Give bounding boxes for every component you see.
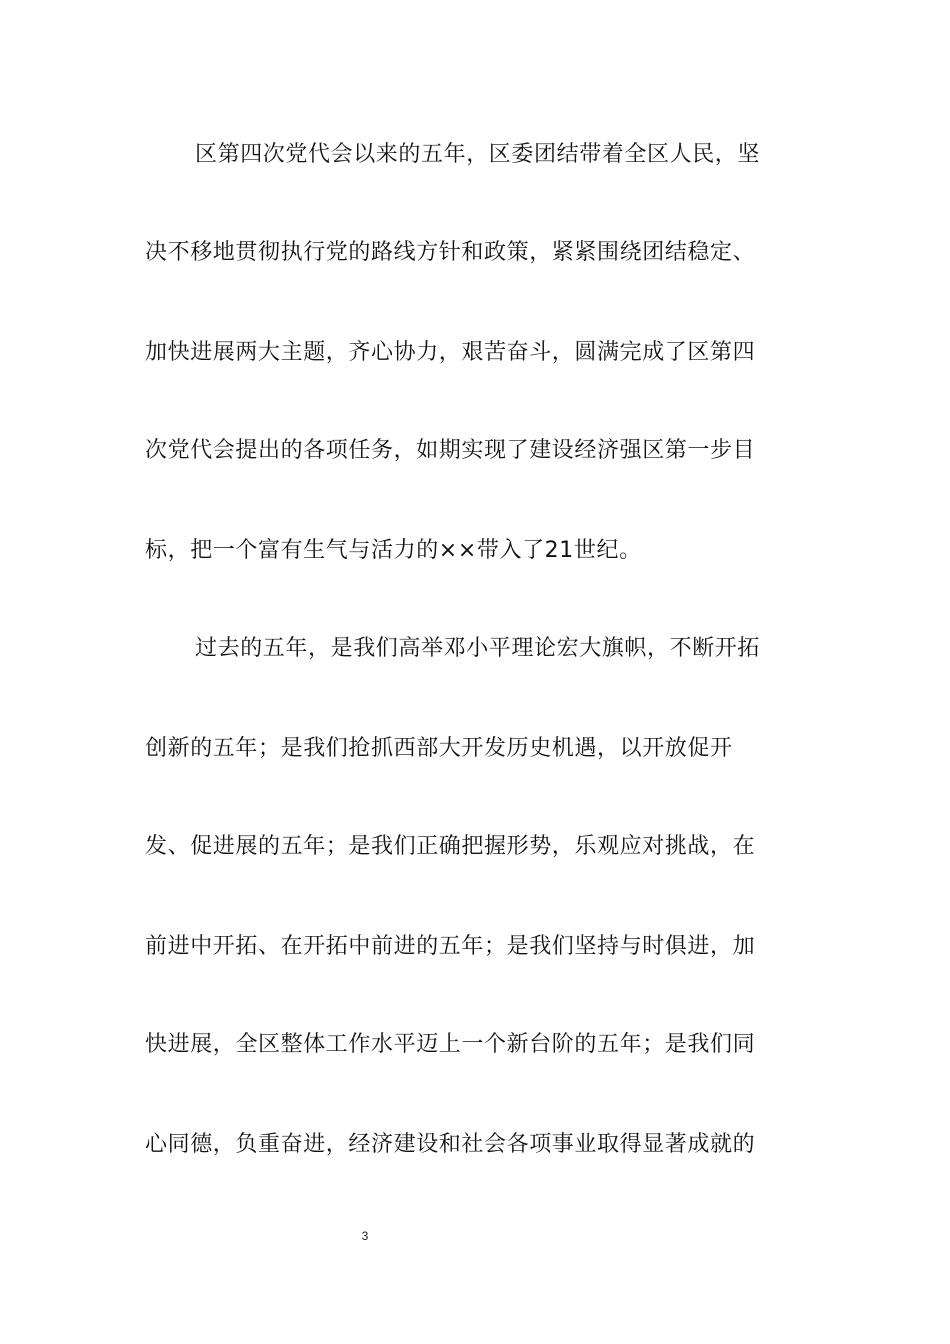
paragraph-2-line-6: 心同德，负重奋进，经济建设和社会各项事业取得显著成就的 — [145, 1132, 756, 1157]
paragraph-2-line-2: 创新的五年；是我们抢抓西部大开发历史机遇，以开放促开 — [145, 736, 733, 761]
paragraph-1-line-5: 标，把一个富有生气与活力的××带入了21世纪。 — [145, 538, 642, 563]
paragraph-1-line-4: 次党代会提出的各项任务，如期实现了建设经济强区第一步目 — [145, 438, 756, 463]
paragraph-2-line-1: 过去的五年，是我们高举邓小平理论宏大旗帜，不断开拓 — [195, 636, 761, 661]
paragraph-1-line-3: 加快进展两大主题，齐心协力，艰苦奋斗，圆满完成了区第四 — [145, 340, 756, 365]
paragraph-2-line-3: 发、促进展的五年；是我们正确把握形势，乐观应对挑战，在 — [145, 834, 756, 859]
paragraph-2-line-4: 前进中开拓、在开拓中前进的五年；是我们坚持与时俱进，加 — [145, 934, 756, 959]
page-number: 3 — [361, 1229, 369, 1243]
paragraph-2-line-5: 快进展，全区整体工作水平迈上一个新台阶的五年；是我们同 — [145, 1032, 756, 1057]
paragraph-1-line-2: 决不移地贯彻执行党的路线方针和政策，紧紧围绕团结稳定、 — [145, 240, 756, 265]
paragraph-1-line-1: 区第四次党代会以来的五年，区委团结带着全区人民，坚 — [195, 142, 761, 167]
